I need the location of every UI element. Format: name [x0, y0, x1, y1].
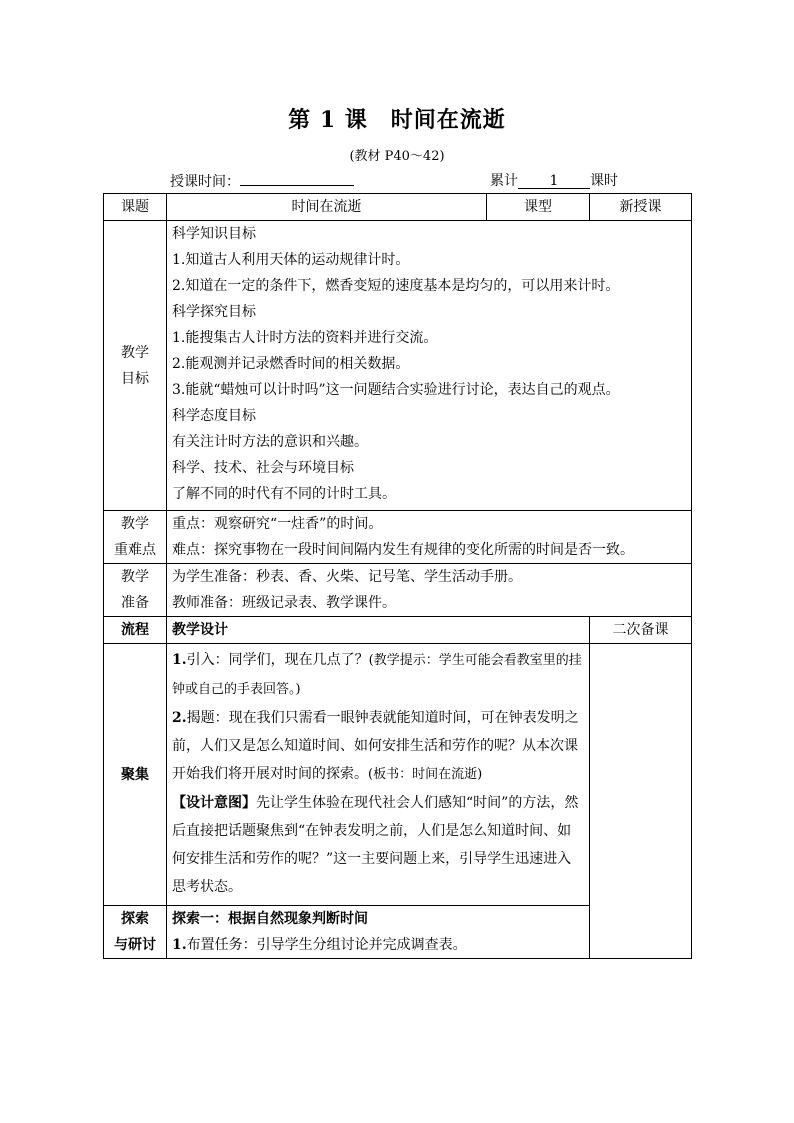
prep-row [104, 564, 692, 617]
topic-row [104, 194, 692, 221]
goal-line: 2.能观测并记录燃香时间的相关数据。 [172, 356, 410, 372]
key-points-row [104, 511, 692, 564]
total-label: 累计 [490, 173, 518, 189]
key-points-label-line1: 教学 [121, 516, 149, 532]
goal-heading-sts: 科学、技术、社会与环境目标 [172, 460, 354, 476]
explore-task-text: 布置任务：引导学生分组讨论并完成调查表。 [186, 937, 467, 953]
class-date-label: 授课时间： [170, 174, 240, 190]
explore-label-line2: 与研讨 [114, 937, 156, 953]
goals-label [104, 221, 167, 511]
student-prep: 为学生准备：秒表、香、火柴、记号笔、学生活动手册。 [172, 569, 522, 585]
topic-label: 课题 [104, 194, 167, 221]
lesson-type-label: 课型 [487, 194, 590, 221]
lesson-plan-table [103, 193, 692, 959]
focus-topic-num: 2. [172, 710, 187, 726]
explore-content [167, 906, 590, 959]
design-label: 教学设计 [167, 617, 590, 644]
goal-line: 了解不同的时代有不同的计时工具。 [172, 486, 396, 502]
focus-topic [172, 704, 584, 789]
explore-label [104, 906, 167, 959]
flow-header-row [104, 617, 692, 644]
class-date [170, 170, 354, 191]
notes-label: 二次备课 [590, 617, 692, 644]
goal-heading-attitude: 科学态度目标 [172, 408, 256, 424]
total-value: 1 [518, 173, 590, 189]
explore-task-num: 1. [172, 937, 187, 953]
goals-row [104, 221, 692, 511]
goals-content [167, 221, 692, 511]
goal-heading-knowledge: 科学知识目标 [172, 226, 256, 242]
key-points-label [104, 511, 167, 564]
design-intent-text: 先让学生体验在现代社会人们感知“时间”的方法，然后直接把话题聚焦到“在钟表发明之前，人们是怎么知道时间、如何安排生活和劳作的呢？”这一主要问题上来，引导学生迅速进入思考状态。 [172, 795, 579, 895]
key-points-label-line2: 重难点 [114, 542, 156, 558]
goal-heading-inquiry: 科学探究目标 [172, 304, 256, 320]
lesson-type-value: 新授课 [590, 194, 692, 221]
focus-row [104, 644, 692, 906]
key-point: 重点：观察研究“一炷香”的时间。 [172, 516, 383, 532]
goals-label-line2: 目标 [121, 370, 149, 387]
notes-cell [590, 644, 692, 959]
teacher-prep: 教师准备：班级记录表、教学课件。 [172, 595, 396, 611]
explore-task [172, 932, 584, 958]
goal-line: 3.能就“蜡烛可以计时吗”这一问题结合实验进行讨论，表达自己的观点。 [172, 382, 620, 398]
focus-intro-note: (教学提示：学生可能会看教室里的挂钟或自己的手表回答。) [172, 653, 582, 697]
explore-label-line1: 探索 [121, 911, 149, 927]
focus-topic-text: 揭题：现在我们只需看一眼钟表就能知道时间，可在钟表发明之前，人们又是怎么知道时间、如何安排生活和劳作的呢？从本次课开始我们将开展对时间的探索。 [172, 710, 579, 782]
design-intent [172, 789, 584, 901]
class-date-blank [240, 170, 354, 186]
prep-content [167, 564, 692, 617]
goal-line: 1.能搜集古人计时方法的资料并进行交流。 [172, 330, 438, 346]
focus-intro [172, 646, 584, 704]
goal-line: 2.知道在一定的条件下，燃香变短的速度基本是均匀的，可以用来计时。 [172, 278, 620, 294]
goal-line: 1.知道古人利用天体的运动规律计时。 [172, 252, 410, 268]
focus-label: 聚集 [104, 644, 167, 906]
prep-label [104, 564, 167, 617]
focus-intro-num: 1. [172, 652, 187, 668]
total-hours [490, 170, 618, 190]
flow-label: 流程 [104, 617, 167, 644]
topic-value: 时间在流逝 [167, 194, 487, 221]
total-unit: 课时 [590, 173, 618, 189]
key-points-content [167, 511, 692, 564]
textbook-pages: (教材 P40～42) [349, 149, 445, 164]
prep-label-line1: 教学 [121, 569, 149, 585]
focus-intro-text: 引入：同学们，现在几点了？ [186, 652, 369, 668]
goals-label-line1: 教学 [121, 344, 149, 361]
difficult-point: 难点：探究事物在一段时间间隔内发生有规律的变化所需的时间是否一致。 [172, 542, 634, 558]
focus-content [167, 644, 590, 906]
focus-topic-note: (板书：时间在流逝) [368, 767, 483, 782]
goal-line: 有关注计时方法的意识和兴趣。 [172, 434, 368, 450]
explore-heading: 探索一：根据自然现象判断时间 [172, 911, 368, 927]
design-intent-tag: 【设计意图】 [172, 795, 256, 811]
page-title: 第 1 课 时间在流逝 [288, 107, 506, 133]
prep-label-line2: 准备 [121, 595, 149, 611]
